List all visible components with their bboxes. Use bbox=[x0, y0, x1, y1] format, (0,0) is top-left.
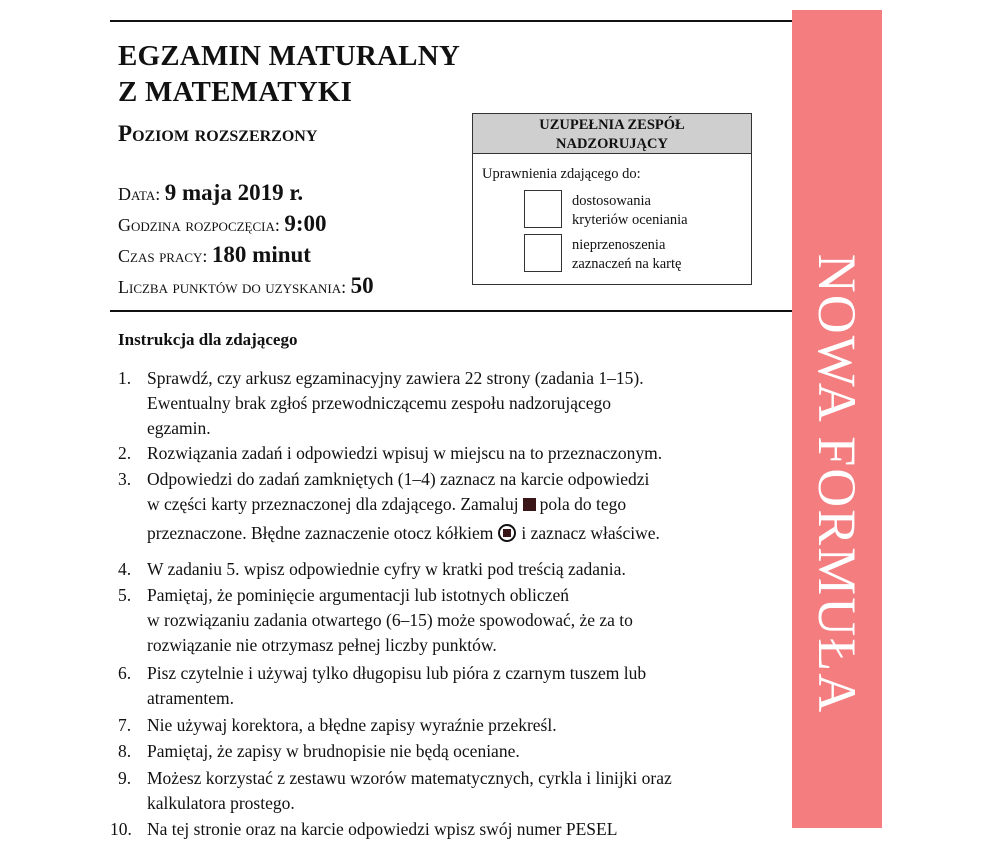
item-line-part: pola do tego bbox=[539, 494, 627, 514]
no-transfer-line2: zaznaczeń na kartę bbox=[572, 256, 682, 272]
exam-level bbox=[118, 121, 317, 147]
instructions-title: Instrukcja dla zdającego bbox=[118, 330, 298, 349]
section-rule bbox=[110, 310, 792, 312]
item-line: Odpowiedzi do zadań zamkniętych (1–4) zaznacz na karcie odpowiedzi bbox=[147, 469, 650, 489]
item-line: Sprawdź, czy arkusz egzaminacyjny zawiera 22 strony (zadania 1–15). bbox=[147, 368, 644, 388]
item-line: Nie używaj korektora, a błędne zapisy wyraźnie przekreśl. bbox=[147, 715, 557, 735]
item-line: W zadaniu 5. wpisz odpowiednie cyfry w kratki pod treścią zadania. bbox=[147, 559, 626, 579]
top-rule bbox=[110, 20, 792, 22]
item-line: atramentem. bbox=[147, 688, 234, 708]
exam-title-line2: Z MATEMATYKI bbox=[118, 76, 353, 108]
item-line: rozwiązanie nie otrzymasz pełnej liczby punktów. bbox=[147, 635, 497, 655]
start-value: 9:00 bbox=[284, 211, 327, 236]
no-transfer-label bbox=[572, 236, 681, 274]
item-line-part: w części karty przeznaczonej dla zdającego. Zamaluj bbox=[147, 494, 519, 514]
item-number: 10. bbox=[110, 819, 132, 839]
item-line bbox=[147, 492, 787, 521]
item-number: 9. bbox=[118, 768, 132, 788]
adjusted-criteria-checkbox[interactable] bbox=[524, 190, 562, 228]
item-number: 8. bbox=[118, 741, 132, 761]
item-number: 7. bbox=[118, 715, 132, 735]
item-number: 2. bbox=[118, 443, 132, 463]
date-value: 9 maja 2019 r. bbox=[164, 180, 304, 205]
item-line: Możesz korzystać z zestawu wzorów matematycznych, cyrkla i linijki oraz bbox=[147, 768, 672, 788]
points-label: Liczba punktów do uzyskania: bbox=[118, 277, 347, 297]
item-line: Pamiętaj, że pominięcie argumentacji lub istotnych obliczeń bbox=[147, 585, 569, 605]
points-value: 50 bbox=[350, 273, 374, 298]
supervisor-intro: Uprawnienia zdającego do: bbox=[482, 166, 641, 182]
filled-square-icon bbox=[523, 498, 536, 511]
item-line: kalkulatora prostego. bbox=[147, 793, 295, 813]
exam-date bbox=[118, 180, 303, 206]
item-line: Rozwiązania zadań i odpowiedzi wpisuj w miejscu na to przeznaczonym. bbox=[147, 443, 663, 463]
item-line: egzamin. bbox=[147, 418, 211, 438]
item-line: w rozwiązaniu zadania otwartego (6–15) może spowodować, że za to bbox=[147, 610, 633, 630]
item-number: 5. bbox=[118, 585, 132, 605]
nowa-formula-label: NOWA FORMUŁA bbox=[807, 253, 867, 715]
exam-duration bbox=[118, 242, 311, 268]
date-label: Data: bbox=[118, 184, 161, 204]
no-transfer-line1: nieprzenoszenia bbox=[572, 237, 666, 253]
item-number: 6. bbox=[118, 663, 132, 683]
item-number: 1. bbox=[118, 368, 132, 388]
supervisor-heading-line2: NADZORUJĄCY bbox=[556, 136, 668, 152]
adjusted-criteria-line1: dostosowania bbox=[572, 193, 651, 209]
item-line: Pamiętaj, że zapisy w brudnopisie nie będą oceniane. bbox=[147, 741, 520, 761]
adjusted-criteria-line2: kryteriów oceniania bbox=[572, 212, 688, 228]
item-line: Na tej stronie oraz na karcie odpowiedzi wpisz swój numer PESEL bbox=[147, 819, 618, 839]
supervisor-box-heading bbox=[473, 114, 751, 154]
exam-level-rest: oziom rozszerzony bbox=[132, 121, 318, 146]
item-line: Pisz czytelnie i używaj tylko długopisu lub pióra z czarnym tuszem lub bbox=[147, 663, 647, 683]
item-line: Ewentualny brak zgłoś przewodniczącemu zespołu nadzorującego bbox=[147, 393, 612, 413]
duration-value: 180 minut bbox=[211, 242, 311, 267]
supervisor-heading-line1: UZUPEŁNIA ZESPÓŁ bbox=[539, 117, 685, 133]
duration-label: Czas pracy: bbox=[118, 246, 208, 266]
no-transfer-checkbox[interactable] bbox=[524, 234, 562, 272]
item-number: 4. bbox=[118, 559, 132, 579]
adjusted-criteria-label bbox=[572, 192, 688, 230]
circled-square-icon bbox=[498, 524, 516, 542]
start-label: Godzina rozpoczęcia: bbox=[118, 215, 280, 235]
exam-start-time bbox=[118, 211, 327, 237]
item-line-part: przeznaczone. Błędne zaznaczenie otocz kółkiem bbox=[147, 523, 494, 543]
item-number: 3. bbox=[118, 469, 132, 489]
exam-title-line1: EGZAMIN MATURALNY bbox=[118, 40, 460, 72]
exam-points bbox=[118, 273, 374, 299]
item-line bbox=[147, 521, 787, 546]
exam-level-initial: P bbox=[118, 121, 133, 146]
supervisor-box bbox=[472, 113, 752, 285]
item-line-part: i zaznacz właściwe. bbox=[521, 523, 660, 543]
